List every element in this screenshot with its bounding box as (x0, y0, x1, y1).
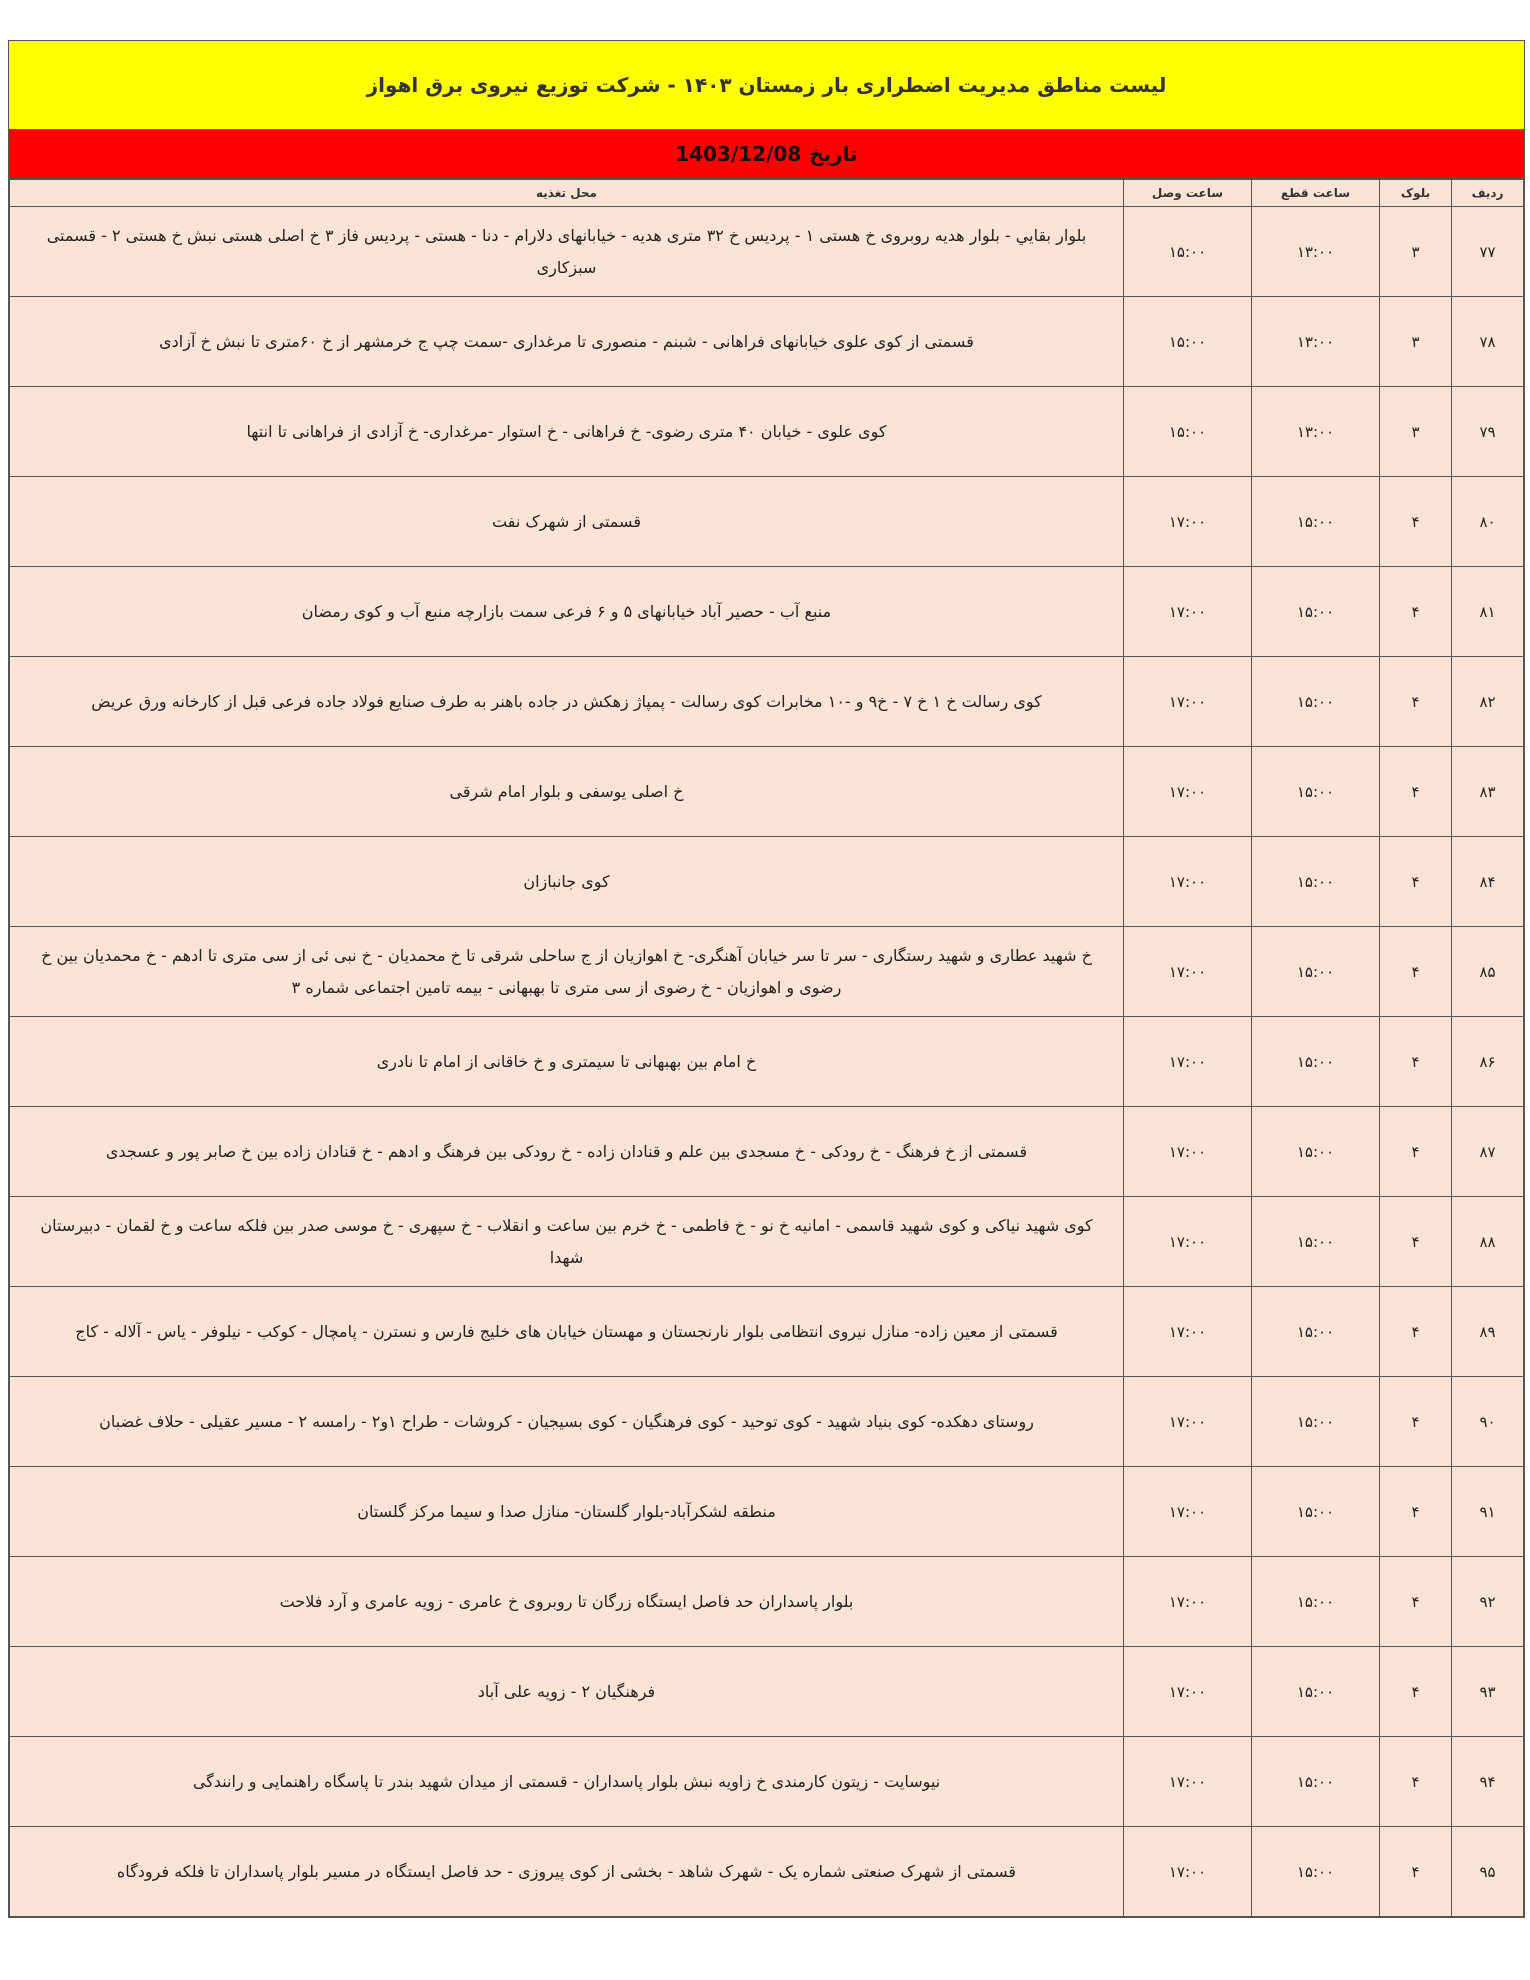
connect-time-cell: ۱۵:۰۰ (1124, 387, 1252, 477)
connect-time-cell: ۱۷:۰۰ (1124, 1467, 1252, 1557)
row-number-cell: ۸۶ (1452, 1017, 1524, 1107)
row-number-cell: ۸۷ (1452, 1107, 1524, 1197)
connect-time-cell: ۱۵:۰۰ (1124, 297, 1252, 387)
location-cell: کوی جانبازان (10, 837, 1124, 927)
block-cell: ۴ (1380, 1467, 1452, 1557)
connect-time-cell: ۱۷:۰۰ (1124, 1287, 1252, 1377)
block-cell: ۴ (1380, 1107, 1452, 1197)
table-row (10, 927, 1524, 1017)
cut-time-cell: ۱۵:۰۰ (1252, 657, 1380, 747)
table-row (10, 1827, 1524, 1917)
connect-time-cell: ۱۷:۰۰ (1124, 1377, 1252, 1467)
header-block: بلوک (1380, 180, 1452, 207)
table-row (10, 837, 1524, 927)
row-number-cell: ۸۳ (1452, 747, 1524, 837)
cut-time-cell: ۱۳:۰۰ (1252, 297, 1380, 387)
outage-sheet (8, 40, 1525, 1918)
table-row (10, 1377, 1524, 1467)
block-cell: ۴ (1380, 477, 1452, 567)
block-cell: ۴ (1380, 1377, 1452, 1467)
block-cell: ۴ (1380, 1827, 1452, 1917)
table-row (10, 1557, 1524, 1647)
header-radif: ردیف (1452, 180, 1524, 207)
header-connect-time: ساعت وصل (1124, 180, 1252, 207)
table-row (10, 477, 1524, 567)
connect-time-cell: ۱۷:۰۰ (1124, 1017, 1252, 1107)
location-cell: بلوار پاسداران حد فاصل ایستگاه زرگان تا روبروی خ عامری - زویه عامری و آرد فلاحت (10, 1557, 1124, 1647)
connect-time-cell: ۱۷:۰۰ (1124, 1107, 1252, 1197)
row-number-cell: ۸۴ (1452, 837, 1524, 927)
cut-time-cell: ۱۵:۰۰ (1252, 1647, 1380, 1737)
location-cell: روستای دهکده- کوی بنیاد شهید - کوی توحید - کوی فرهنگیان - کوی بسیجیان - کروشات - طراح ۱و۲ - رامسه ۲ - مسیر عقیلی - حلاف غضبان (10, 1377, 1124, 1467)
location-cell: کوی علوی - خیابان ۴۰ متری رضوی- خ فراهانی - خ استوار -مرغداری- خ آزادی از فراهانی تا انتها (10, 387, 1124, 477)
block-cell: ۴ (1380, 1737, 1452, 1827)
cut-time-cell: ۱۳:۰۰ (1252, 387, 1380, 477)
table-row (10, 1647, 1524, 1737)
date-value: 1403/12/08 (675, 142, 802, 166)
table-row (10, 657, 1524, 747)
table-row (10, 1467, 1524, 1557)
outage-table (9, 179, 1524, 1917)
table-row (10, 1737, 1524, 1827)
cut-time-cell: ۱۵:۰۰ (1252, 477, 1380, 567)
row-number-cell: ۷۸ (1452, 297, 1524, 387)
cut-time-cell: ۱۵:۰۰ (1252, 567, 1380, 657)
row-number-cell: ۷۹ (1452, 387, 1524, 477)
location-cell: قسمتی از خ فرهنگ - خ رودکی - خ مسجدی بین علم و قنادان زاده - خ رودکی بین فرهنگ و ادهم - خ قنادان زاده بین خ صابر پور و عسجدی (10, 1107, 1124, 1197)
cut-time-cell: ۱۵:۰۰ (1252, 1197, 1380, 1287)
location-cell: کوی رسالت خ ۱ خ ۷ - خ۹ و -۱۰ مخابرات کوی رسالت - پمپاژ زهکش در جاده باهنر به طرف صنایع فولاد جاده فرعی قبل از کارخانه ورق عریض (10, 657, 1124, 747)
table-row (10, 297, 1524, 387)
block-cell: ۳ (1380, 387, 1452, 477)
row-number-cell: ۸۹ (1452, 1287, 1524, 1377)
connect-time-cell: ۱۵:۰۰ (1124, 207, 1252, 297)
cut-time-cell: ۱۳:۰۰ (1252, 207, 1380, 297)
table-row (10, 1197, 1524, 1287)
row-number-cell: ۸۱ (1452, 567, 1524, 657)
cut-time-cell: ۱۵:۰۰ (1252, 837, 1380, 927)
location-cell: قسمتی از کوی علوی خیابانهای فراهانی - شبنم - منصوری تا مرغداری -سمت چپ ج خرمشهر از خ ۶۰متری تا نبش خ آزادی (10, 297, 1124, 387)
location-cell: خ شهید عطاری و شهید رستگاری - سر تا سر خیابان آهنگری- خ اهوازیان از ج ساحلی شرقی تا خ محمدیان - خ نبی ئی از سی متری تا ادهم - خ محمدیان بین خ رضوی و اهوازیان - خ رضوی از سی متری تا بهبهانی - بیمه تامین اجتماعی شماره ۳ (10, 927, 1124, 1017)
connect-time-cell: ۱۷:۰۰ (1124, 1827, 1252, 1917)
cut-time-cell: ۱۵:۰۰ (1252, 1737, 1380, 1827)
block-cell: ۴ (1380, 1557, 1452, 1647)
header-location: محل تغذیه (10, 180, 1124, 207)
cut-time-cell: ۱۵:۰۰ (1252, 927, 1380, 1017)
block-cell: ۳ (1380, 207, 1452, 297)
connect-time-cell: ۱۷:۰۰ (1124, 1647, 1252, 1737)
cut-time-cell: ۱۵:۰۰ (1252, 1017, 1380, 1107)
block-cell: ۴ (1380, 1647, 1452, 1737)
block-cell: ۳ (1380, 297, 1452, 387)
cut-time-cell: ۱۵:۰۰ (1252, 1557, 1380, 1647)
date-banner (9, 130, 1524, 179)
table-row (10, 1287, 1524, 1377)
table-header-row (10, 180, 1524, 207)
cut-time-cell: ۱۵:۰۰ (1252, 1377, 1380, 1467)
connect-time-cell: ۱۷:۰۰ (1124, 567, 1252, 657)
location-cell: خ امام بین بهبهانی تا سیمتری و خ خاقانی از امام تا نادری (10, 1017, 1124, 1107)
connect-time-cell: ۱۷:۰۰ (1124, 1557, 1252, 1647)
table-row (10, 1017, 1524, 1107)
table-body (10, 207, 1524, 1917)
row-number-cell: ۹۴ (1452, 1737, 1524, 1827)
sheet-title: لیست مناطق مدیریت اضطراری بار زمستان ۱۴۰۳ - شرکت توزیع نیروی برق اهواز (9, 41, 1524, 130)
location-cell: بلوار بقايي - بلوار هديه روبروی خ هستی ۱ - پردیس خ ۳۲ متری هدیه - خیابانهای دلارام - دنا - هستی - پردیس فاز ۳ خ اصلی هستی نبش خ هستی ۲ - قسمتی سبزکاری (10, 207, 1124, 297)
connect-time-cell: ۱۷:۰۰ (1124, 477, 1252, 567)
location-cell: منطقه لشکرآباد-بلوار گلستان- منازل صدا و سیما مرکز گلستان (10, 1467, 1124, 1557)
header-cut-time: ساعت قطع (1252, 180, 1380, 207)
block-cell: ۴ (1380, 1017, 1452, 1107)
date-label: تاریخ (809, 142, 858, 166)
connect-time-cell: ۱۷:۰۰ (1124, 747, 1252, 837)
connect-time-cell: ۱۷:۰۰ (1124, 927, 1252, 1017)
location-cell: کوی شهید نیاکی و کوی شهید قاسمی - امانیه خ نو - خ فاطمی - خ خرم بین ساعت و انقلاب - خ سپهری - خ موسی صدر بین فلکه ساعت و خ لقمان - دبیرستان شهدا (10, 1197, 1124, 1287)
block-cell: ۴ (1380, 657, 1452, 747)
cut-time-cell: ۱۵:۰۰ (1252, 747, 1380, 837)
location-cell: فرهنگیان ۲ - زویه علی آباد (10, 1647, 1124, 1737)
cut-time-cell: ۱۵:۰۰ (1252, 1827, 1380, 1917)
row-number-cell: ۹۳ (1452, 1647, 1524, 1737)
connect-time-cell: ۱۷:۰۰ (1124, 657, 1252, 747)
cut-time-cell: ۱۵:۰۰ (1252, 1467, 1380, 1557)
row-number-cell: ۹۰ (1452, 1377, 1524, 1467)
table-row (10, 747, 1524, 837)
block-cell: ۴ (1380, 567, 1452, 657)
location-cell: قسمتی از شهرک نفت (10, 477, 1124, 567)
row-number-cell: ۹۵ (1452, 1827, 1524, 1917)
row-number-cell: ۸۸ (1452, 1197, 1524, 1287)
table-row (10, 1107, 1524, 1197)
row-number-cell: ۸۰ (1452, 477, 1524, 567)
location-cell: خ اصلی یوسفی و بلوار امام شرقی (10, 747, 1124, 837)
cut-time-cell: ۱۵:۰۰ (1252, 1107, 1380, 1197)
row-number-cell: ۸۵ (1452, 927, 1524, 1017)
connect-time-cell: ۱۷:۰۰ (1124, 1197, 1252, 1287)
block-cell: ۴ (1380, 1287, 1452, 1377)
row-number-cell: ۷۷ (1452, 207, 1524, 297)
block-cell: ۴ (1380, 1197, 1452, 1287)
block-cell: ۴ (1380, 927, 1452, 1017)
table-row (10, 207, 1524, 297)
table-row (10, 567, 1524, 657)
connect-time-cell: ۱۷:۰۰ (1124, 837, 1252, 927)
row-number-cell: ۹۱ (1452, 1467, 1524, 1557)
location-cell: منبع آب - حصیر آباد خیابانهای ۵ و ۶ فرعی سمت بازارچه منبع آب و کوی رمضان (10, 567, 1124, 657)
block-cell: ۴ (1380, 747, 1452, 837)
location-cell: نیوسایت - زیتون کارمندی خ زاویه نبش بلوار پاسداران - قسمتی از میدان شهید بندر تا پاسگاه راهنمایی و رانندگی (10, 1737, 1124, 1827)
row-number-cell: ۹۲ (1452, 1557, 1524, 1647)
cut-time-cell: ۱۵:۰۰ (1252, 1287, 1380, 1377)
location-cell: قسمتی از معین زاده- منازل نیروی انتظامی بلوار نارنجستان و مهستان خیابان های خلیج فارس و نسترن - پامچال - کوکب - نیلوفر - یاس - آلاله - کاج (10, 1287, 1124, 1377)
row-number-cell: ۸۲ (1452, 657, 1524, 747)
connect-time-cell: ۱۷:۰۰ (1124, 1737, 1252, 1827)
location-cell: قسمتی از شهرک صنعتی شماره یک - شهرک شاهد - بخشی از کوی پیروزی - حد فاصل ایستگاه در مسیر بلوار پاسداران تا فلکه فرودگاه (10, 1827, 1124, 1917)
block-cell: ۴ (1380, 837, 1452, 927)
table-row (10, 387, 1524, 477)
